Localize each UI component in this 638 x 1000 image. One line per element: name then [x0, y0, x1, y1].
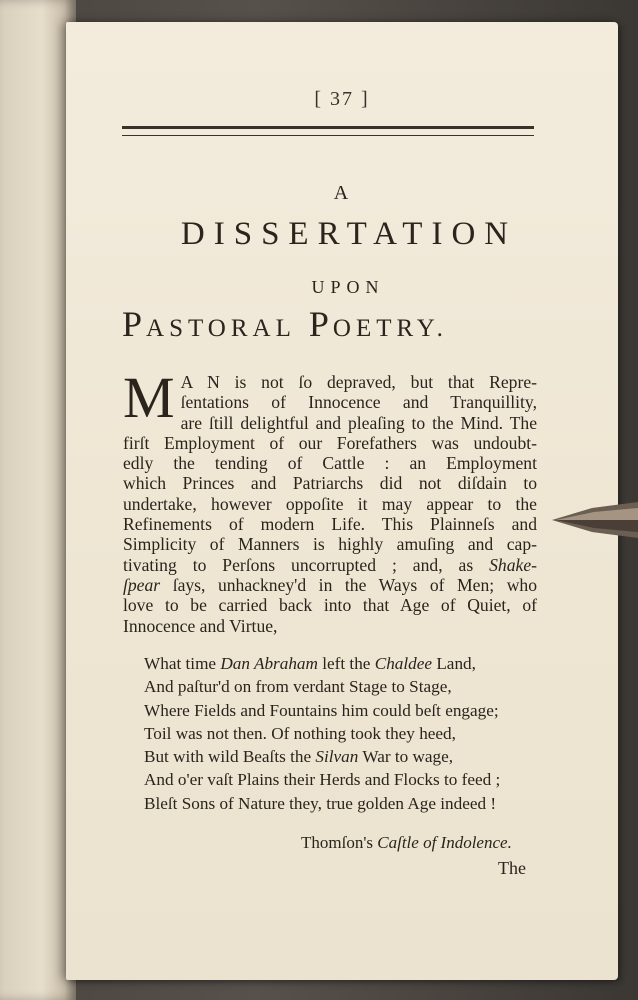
body-line-text: ſays, unhackney'd in the Ways of Men; who	[172, 574, 537, 595]
title-line-upon: UPON	[311, 277, 385, 297]
attribution-work: Caſtle of Indolence.	[377, 833, 512, 852]
header-rule-thick	[122, 126, 534, 129]
body-line: undertake, however oppoſite it may appear to the	[123, 493, 537, 514]
body-line-text: tivating to Perſons uncorrupted ; and, as	[123, 554, 490, 575]
body-paragraph	[123, 365, 537, 636]
title-oetry: OETRY.	[332, 315, 448, 342]
page-number: [ 37 ]	[314, 88, 370, 110]
verse-italic: Chaldee	[374, 654, 433, 673]
title-line-dissertation: DISSERTATION	[180, 216, 518, 252]
verse-text: War to wage,	[358, 747, 454, 767]
verse-text: But with wild Beaſts the	[144, 747, 316, 767]
body-line: love to be carried back into that Age of Quiet, of	[123, 595, 537, 616]
body-line: A N is not ſo depraved, but that Repre-	[180, 372, 537, 392]
verse-line	[144, 652, 564, 675]
title-line-pastoral-poetry	[122, 303, 602, 345]
title-astoral: ASTORAL	[146, 315, 296, 342]
catchword: The	[498, 858, 526, 878]
body-line: which Princes and Patriarchs did not diſdain to	[123, 473, 537, 494]
left-page-edge	[0, 0, 76, 1000]
verse-line	[144, 745, 564, 768]
body-line: ſentations of Innocence and Tranquillity,	[180, 392, 537, 413]
verse-line: Toil was not then. Of nothing took they heed,	[144, 723, 456, 743]
book-page	[66, 22, 618, 980]
attribution	[301, 833, 512, 853]
verse-text: What time	[144, 654, 221, 673]
verse-line: And o'er vaſt Plains their Herds and Flocks to feed ;	[144, 770, 501, 790]
body-line: firſt Employment of our Forefathers was undoubt-	[123, 432, 537, 453]
verse-italic: Dan Abraham	[220, 654, 318, 673]
body-line: Refinements of modern Life. This Plainneſs and	[123, 514, 537, 535]
drop-cap: M	[123, 365, 175, 430]
body-line: Simplicity of Manners is highly amuſing and cap-	[123, 534, 537, 555]
title-line-a: A	[333, 182, 351, 204]
title-p-cap: P	[122, 304, 147, 344]
body-line: edly the tending of Cattle : an Employment	[123, 453, 537, 474]
verse-text: left the	[317, 654, 375, 673]
body-line	[123, 575, 537, 595]
header-rule-thin	[122, 135, 534, 136]
verse-line: Where Fields and Fountains him could beſt engage;	[144, 700, 499, 720]
attribution-author: Thomſon's	[301, 833, 378, 852]
shakespear-part-2: ſpear	[123, 574, 161, 595]
title-p2-cap: P	[308, 304, 333, 344]
verse-line: Bleſt Sons of Nature they, true golden Age indeed !	[144, 793, 497, 813]
verse-line: And paſtur'd on from verdant Stage to Stage,	[144, 677, 452, 697]
verse-italic: Silvan	[315, 747, 359, 767]
body-line: Innocence and Virtue,	[123, 615, 278, 636]
verse-quotation	[144, 652, 564, 815]
body-line	[123, 555, 537, 575]
shakespear-part-1: Shake-	[489, 554, 537, 575]
metal-bookmark-clip	[552, 500, 638, 540]
body-line: are ſtill delightful and pleaſing to the Mind. The	[180, 412, 537, 433]
verse-text: Land,	[432, 654, 476, 673]
